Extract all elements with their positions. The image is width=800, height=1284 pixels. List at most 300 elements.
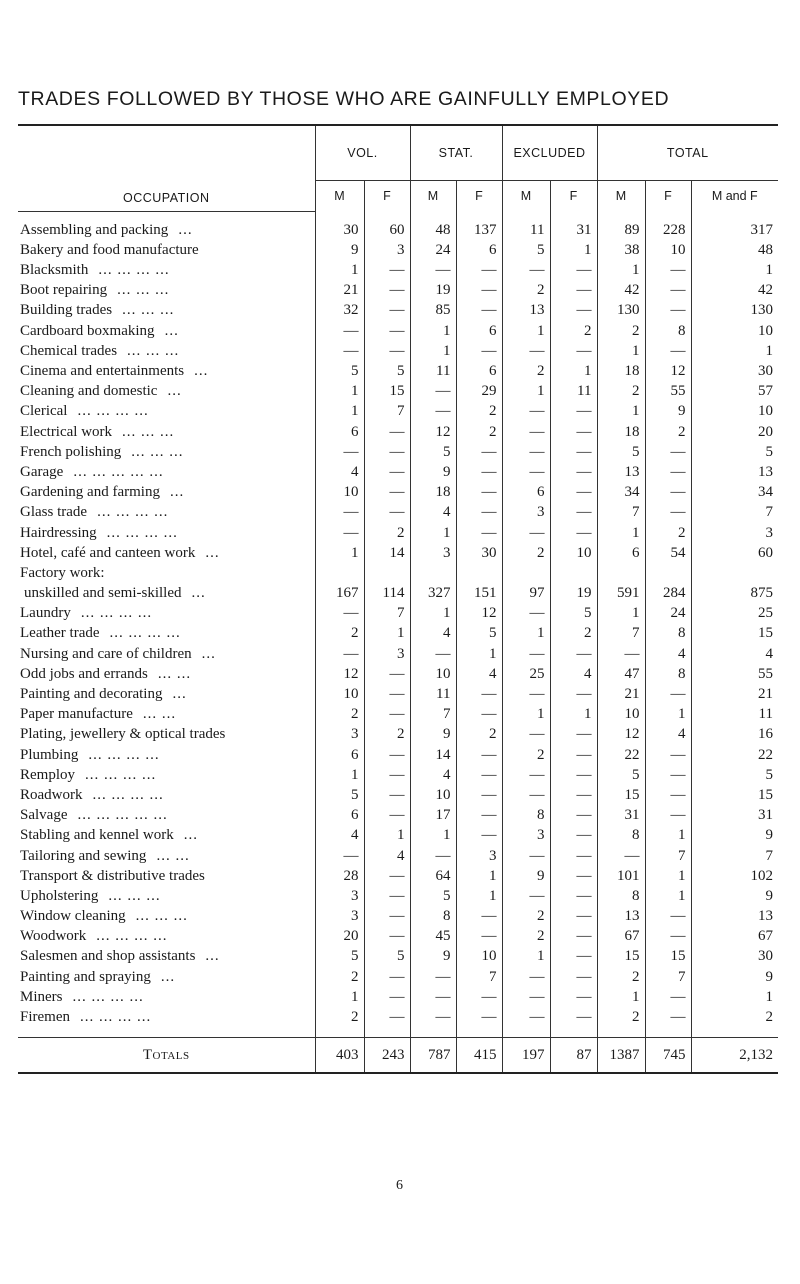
cell: — (364, 280, 410, 300)
cell: — (502, 785, 550, 805)
cell: 6 (315, 744, 364, 764)
cell: 11 (410, 684, 456, 704)
cell: 19 (550, 583, 597, 603)
cell: 1 (456, 886, 502, 906)
table-row (18, 886, 778, 906)
cell: 15 (691, 785, 778, 805)
cell: 4 (315, 462, 364, 482)
cell: 1 (502, 320, 550, 340)
cell: 1 (502, 704, 550, 724)
cell: — (550, 825, 597, 845)
cell: — (315, 643, 364, 663)
cell: 21 (597, 684, 645, 704)
cell: — (364, 664, 410, 684)
total-cell: 787 (410, 1038, 456, 1073)
cell: 13 (691, 906, 778, 926)
cell: 57 (691, 381, 778, 401)
leader-dots: ... ... ... ... (80, 1009, 152, 1025)
leader-dots: ... (205, 948, 220, 965)
table-row (18, 926, 778, 946)
row-label-text: Remploy (20, 766, 75, 783)
cell (410, 563, 456, 583)
cell: 24 (410, 240, 456, 260)
cell: 4 (315, 825, 364, 845)
cell (364, 563, 410, 583)
cell: — (597, 643, 645, 663)
cell: — (364, 502, 410, 522)
page-number: 6 (396, 1178, 403, 1193)
table-row (18, 603, 778, 623)
cell: 11 (410, 361, 456, 381)
leader-dots: ... ... ... ... (98, 262, 170, 279)
total-cell: 745 (645, 1038, 691, 1073)
table-row (18, 401, 778, 421)
cell: 11 (502, 220, 550, 240)
cell: 13 (597, 906, 645, 926)
cell: 8 (645, 664, 691, 684)
cell: 1 (315, 543, 364, 563)
cell: — (364, 785, 410, 805)
cell: 1 (502, 946, 550, 966)
header-group-total: TOTAL (597, 126, 778, 181)
cell: 28 (315, 866, 364, 886)
cell: 22 (691, 744, 778, 764)
cell: — (364, 704, 410, 724)
cell: 20 (691, 421, 778, 441)
cell: — (456, 704, 502, 724)
cell: — (502, 421, 550, 441)
cell: 10 (597, 704, 645, 724)
cell: 47 (597, 664, 645, 684)
cell: 48 (410, 220, 456, 240)
table-row (18, 765, 778, 785)
leader-dots: ... ... (142, 706, 177, 723)
header-group-stat: STAT. (410, 126, 502, 181)
table-row (18, 482, 778, 502)
cell: 5 (315, 785, 364, 805)
row-label-text: Stabling and kennel work (20, 827, 174, 844)
cell: — (502, 987, 550, 1007)
cell: — (456, 684, 502, 704)
cell: 1 (597, 603, 645, 623)
row-label (18, 482, 315, 502)
row-label (18, 421, 315, 441)
row-label (18, 765, 315, 785)
cell: 1 (550, 361, 597, 381)
row-label-text: Woodwork (20, 928, 87, 945)
cell: 55 (691, 664, 778, 684)
total-cell: 197 (502, 1038, 550, 1073)
row-label-text: Transport & distributive trades (20, 867, 205, 884)
table-row (18, 664, 778, 684)
cell: 14 (410, 744, 456, 764)
cell: — (364, 765, 410, 785)
table-row (18, 341, 778, 361)
cell: — (645, 785, 691, 805)
cell: 3 (315, 724, 364, 744)
cell: 1 (456, 643, 502, 663)
table-row (18, 946, 778, 966)
cell: 15 (597, 946, 645, 966)
cell: — (645, 300, 691, 320)
cell: 13 (597, 462, 645, 482)
cell: — (550, 966, 597, 986)
cell: — (502, 522, 550, 542)
cell: 10 (315, 684, 364, 704)
cell: — (364, 421, 410, 441)
cell: 8 (597, 825, 645, 845)
cell: — (410, 966, 456, 986)
cell: 1 (410, 341, 456, 361)
row-label (18, 583, 315, 603)
row-label (18, 522, 315, 542)
cell: — (550, 280, 597, 300)
cell: — (645, 502, 691, 522)
cell: 2 (691, 1007, 778, 1027)
cell: 45 (410, 926, 456, 946)
cell: 5 (456, 623, 502, 643)
cell: 10 (645, 240, 691, 260)
table-row (18, 583, 778, 603)
cell: — (502, 1007, 550, 1027)
cell: — (456, 442, 502, 462)
table-row (18, 522, 778, 542)
cell: 114 (364, 583, 410, 603)
cell: 3 (502, 825, 550, 845)
cell: — (550, 744, 597, 764)
table-row (18, 260, 778, 280)
cell: 5 (502, 240, 550, 260)
row-label (18, 220, 315, 240)
cell: 18 (410, 482, 456, 502)
row-label (18, 744, 315, 764)
cell: 15 (645, 946, 691, 966)
leader-dots: ... ... ... (122, 302, 175, 319)
subheader-0: M (315, 181, 364, 212)
table-row (18, 320, 778, 340)
row-label (18, 704, 315, 724)
cell: 10 (410, 664, 456, 684)
table-row (18, 361, 778, 381)
leader-dots: ... (160, 968, 176, 985)
cell: 3 (315, 886, 364, 906)
cell: 167 (315, 583, 364, 603)
cell: 228 (645, 220, 691, 240)
cell: 19 (410, 280, 456, 300)
row-label-text: Plumbing (20, 746, 79, 763)
cell: 5 (597, 442, 645, 462)
cell: — (550, 502, 597, 522)
cell: — (456, 260, 502, 280)
row-label-text: Factory work: (20, 564, 105, 581)
row-label (18, 280, 315, 300)
cell: 1 (410, 603, 456, 623)
leader-dots: ... ... ... ... ... (73, 463, 164, 480)
cell: — (645, 906, 691, 926)
cell: 30 (315, 220, 364, 240)
table-row (18, 643, 778, 663)
subheader-6: M (597, 181, 645, 212)
cell: — (315, 502, 364, 522)
table-row (18, 966, 778, 986)
cell: 5 (410, 886, 456, 906)
cell: — (364, 987, 410, 1007)
cell: — (550, 906, 597, 926)
cell: — (410, 381, 456, 401)
cell: — (550, 462, 597, 482)
cell: 3 (691, 522, 778, 542)
cell: 5 (550, 603, 597, 623)
cell: 5 (315, 361, 364, 381)
cell: 9 (410, 946, 456, 966)
row-label-text: Nursing and care of children (20, 645, 192, 662)
row-label (18, 320, 315, 340)
cell: — (645, 805, 691, 825)
cell: 1 (315, 987, 364, 1007)
cell: 10 (456, 946, 502, 966)
cell: 7 (597, 623, 645, 643)
cell: — (550, 421, 597, 441)
subheader-2: M (410, 181, 456, 212)
cell: 9 (691, 966, 778, 986)
row-label-text: Salesmen and shop assistants (20, 948, 196, 965)
cell: 4 (410, 502, 456, 522)
leader-dots: ... ... ... ... (109, 625, 181, 642)
cell: 1 (315, 381, 364, 401)
cell: — (364, 341, 410, 361)
cell: 2 (597, 320, 645, 340)
cell: 4 (410, 765, 456, 785)
cell: 38 (597, 240, 645, 260)
cell: 1 (410, 825, 456, 845)
cell: 2 (456, 724, 502, 744)
cell: 5 (410, 442, 456, 462)
row-label-text: French polishing (20, 443, 122, 460)
leader-dots: ... ... ... ... (85, 766, 157, 783)
table-row (18, 724, 778, 744)
cell: 1 (315, 765, 364, 785)
cell: — (502, 442, 550, 462)
leader-dots: ... ... ... ... (72, 988, 144, 1005)
row-label (18, 361, 315, 381)
cell: 6 (456, 240, 502, 260)
cell: 5 (691, 442, 778, 462)
cell: — (502, 886, 550, 906)
row-label (18, 603, 315, 623)
cell: 34 (691, 482, 778, 502)
cell: — (364, 805, 410, 825)
cell: — (456, 482, 502, 502)
row-label-text: Painting and spraying (20, 968, 151, 985)
total-cell: 2,132 (691, 1038, 778, 1073)
row-label-text: Paper manufacture (20, 706, 133, 723)
cell: 97 (502, 583, 550, 603)
cell: 15 (364, 381, 410, 401)
row-label-text: Hotel, café and canteen work (20, 544, 196, 561)
cell: 13 (691, 462, 778, 482)
cell: 67 (597, 926, 645, 946)
cell: 2 (502, 906, 550, 926)
cell: 7 (410, 704, 456, 724)
cell: 10 (691, 320, 778, 340)
cell (645, 563, 691, 583)
cell: 3 (410, 543, 456, 563)
cell: 8 (502, 805, 550, 825)
subheader-8: M and F (691, 181, 778, 212)
leader-dots: ... (205, 544, 220, 561)
cell: 15 (597, 785, 645, 805)
header-group-vol: VOL. (315, 126, 410, 181)
cell: 3 (502, 502, 550, 522)
subheader-1: F (364, 181, 410, 212)
cell: 1 (315, 260, 364, 280)
table-row (18, 805, 778, 825)
total-cell: 87 (550, 1038, 597, 1073)
cell: 2 (597, 381, 645, 401)
cell: 60 (364, 220, 410, 240)
cell: — (502, 341, 550, 361)
cell: 1 (691, 987, 778, 1007)
row-label-text: Window cleaning (20, 908, 126, 925)
leader-dots: ... ... ... (135, 908, 188, 925)
cell: — (364, 320, 410, 340)
row-label-text: Hairdressing (20, 524, 97, 541)
table-row (18, 785, 778, 805)
cell: — (502, 260, 550, 280)
total-cell: 415 (456, 1038, 502, 1073)
cell: — (410, 643, 456, 663)
cell: 1 (456, 866, 502, 886)
cell: 1 (597, 341, 645, 361)
cell: — (645, 744, 691, 764)
cell: — (364, 866, 410, 886)
cell: 7 (645, 845, 691, 865)
row-label-text: Cardboard boxmaking (20, 322, 155, 339)
cell: 7 (364, 603, 410, 623)
row-label (18, 785, 315, 805)
cell: — (456, 341, 502, 361)
cell: — (550, 341, 597, 361)
cell: — (364, 482, 410, 502)
leader-dots: ... ... ... (108, 887, 161, 904)
cell: 1 (550, 240, 597, 260)
table-row (18, 381, 778, 401)
cell: 1 (364, 623, 410, 643)
cell: 1 (691, 260, 778, 280)
cell: 85 (410, 300, 456, 320)
cell: — (456, 765, 502, 785)
cell: 2 (502, 926, 550, 946)
cell: — (315, 522, 364, 542)
cell: 284 (645, 583, 691, 603)
cell: 4 (456, 664, 502, 684)
cell: 4 (410, 623, 456, 643)
leader-dots: ... (167, 383, 182, 400)
cell: — (645, 280, 691, 300)
cell: 4 (645, 643, 691, 663)
cell: 2 (364, 724, 410, 744)
cell: — (645, 462, 691, 482)
cell: 31 (597, 805, 645, 825)
row-label (18, 664, 315, 684)
leader-dots: ... ... ... (127, 342, 180, 359)
cell: 1 (691, 341, 778, 361)
cell: — (502, 684, 550, 704)
cell: 54 (645, 543, 691, 563)
leader-dots: ... ... ... (117, 282, 170, 299)
cell: — (364, 684, 410, 704)
row-label (18, 300, 315, 320)
cell: — (315, 845, 364, 865)
table-row (18, 300, 778, 320)
total-cell: 243 (364, 1038, 410, 1073)
cell: 7 (691, 845, 778, 865)
cell: — (550, 1007, 597, 1027)
cell: 7 (597, 502, 645, 522)
table-row (18, 825, 778, 845)
row-label (18, 563, 315, 583)
cell: 6 (597, 543, 645, 563)
cell: — (456, 805, 502, 825)
row-label-text: Cinema and entertainments (20, 363, 185, 379)
cell: 18 (597, 361, 645, 381)
cell: — (550, 805, 597, 825)
cell: — (645, 442, 691, 462)
cell (691, 563, 778, 583)
subheader-3: F (456, 181, 502, 212)
cell: 9 (410, 724, 456, 744)
cell (456, 563, 502, 583)
row-label-text: Glass trade (20, 504, 88, 521)
cell: — (502, 966, 550, 986)
leader-dots: ... (201, 645, 216, 662)
cell: 55 (645, 381, 691, 401)
row-label-text: Salvage (20, 807, 68, 824)
leader-dots: ... (194, 363, 209, 379)
cell: 9 (645, 401, 691, 421)
table-row (18, 704, 778, 724)
leader-dots: ... ... ... ... (106, 524, 178, 541)
row-label (18, 805, 315, 825)
cell: 16 (691, 724, 778, 744)
cell: 1 (645, 704, 691, 724)
cell: 2 (502, 543, 550, 563)
cell: 14 (364, 543, 410, 563)
row-label (18, 825, 315, 845)
row-label-text: Tailoring and sewing (20, 847, 147, 864)
cell: — (502, 765, 550, 785)
cell: 48 (691, 240, 778, 260)
row-label (18, 502, 315, 522)
cell: 1 (597, 522, 645, 542)
cell: 151 (456, 583, 502, 603)
cell: 21 (691, 684, 778, 704)
table-row (18, 906, 778, 926)
cell: 9 (502, 866, 550, 886)
leader-dots: ... ... ... (131, 443, 184, 460)
cell: 12 (410, 421, 456, 441)
cell: — (364, 744, 410, 764)
cell: 9 (410, 462, 456, 482)
cell: 8 (645, 623, 691, 643)
row-label-text: Garage (20, 463, 64, 480)
cell: 42 (597, 280, 645, 300)
leader-dots: ... ... ... ... (77, 403, 149, 420)
cell: 13 (502, 300, 550, 320)
cell: — (502, 401, 550, 421)
row-label-text: Gardening and farming (20, 484, 160, 501)
row-label (18, 906, 315, 926)
